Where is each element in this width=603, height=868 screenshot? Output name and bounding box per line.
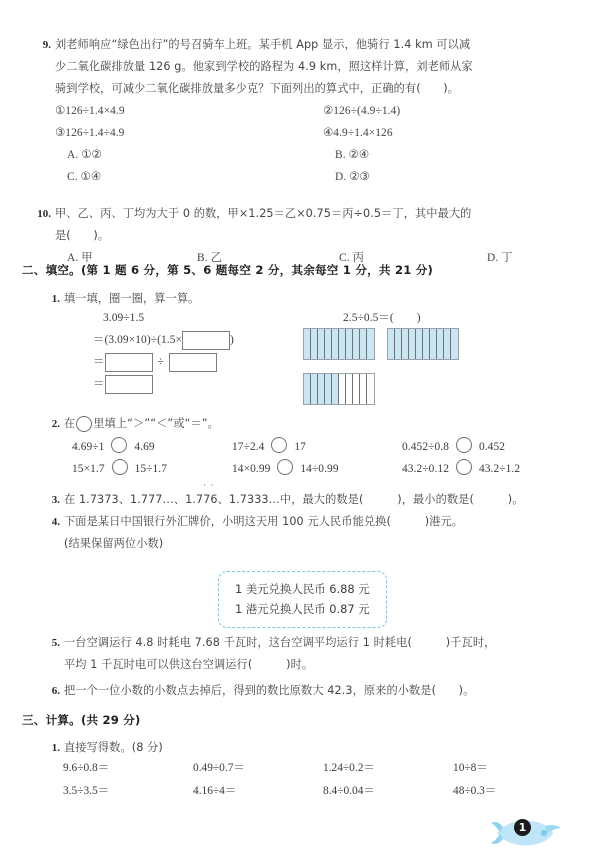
- s2q1-left-work: [93, 307, 234, 395]
- page-number: 1: [514, 819, 531, 836]
- s2q4-line-2: (结果保留两位小数): [64, 537, 164, 550]
- s3q1-calc-2[interactable]: 0.49÷0.7＝: [193, 762, 245, 774]
- s2q2-pair-4-right: 15÷1.7: [134, 463, 168, 475]
- s2q1-answer-box-4[interactable]: [105, 375, 153, 394]
- s3q1-calc-4[interactable]: 10÷8＝: [453, 762, 488, 774]
- s3q1-calculations: [63, 757, 563, 803]
- s2q2-pair-4-circle[interactable]: [112, 459, 128, 475]
- s3q1-calc-7[interactable]: 8.4÷0.04＝: [323, 785, 375, 797]
- question-9: [33, 34, 578, 188]
- question-9-choice-b[interactable]: B. ②④: [335, 149, 370, 161]
- s3q1-prompt: 直接写得数。(8 分): [64, 741, 163, 754]
- s2q3-part-2: 、1.7333…中，最大的数是( )，最小的数是( )。: [217, 493, 524, 506]
- section-3-heading: 三、计算。(共 29 分): [22, 713, 141, 727]
- s2q1-expr-1-suffix: ): [230, 334, 234, 346]
- s2q2-pair-5-circle[interactable]: [277, 459, 293, 475]
- question-9-choice-c[interactable]: C. ①④: [67, 171, 102, 183]
- page-number-badge: [489, 816, 563, 850]
- s2q1-expr-2-div: ÷: [157, 356, 164, 368]
- s2q2-prompt-circle: [76, 416, 92, 432]
- section-2-question-5: [42, 632, 587, 676]
- s2q1-expr-1-prefix: ＝(3.09×10)÷(1.5×: [93, 334, 183, 346]
- s2q1-expr-2-eq: ＝: [93, 356, 105, 368]
- question-10-line-1: 甲、乙、丙、丁均为大于 0 的数，甲×1.25＝乙×0.75＝丙÷0.5＝丁，其中最大的: [55, 207, 472, 220]
- question-9-option-2: ②126÷(4.9÷1.4): [323, 105, 401, 117]
- section-3-question-1: [42, 737, 587, 759]
- s2q2-pair-2-circle[interactable]: [271, 437, 287, 453]
- question-10-choice-a[interactable]: A. 甲: [67, 252, 93, 264]
- exchange-rate-line-1: 1 美元兑换人民币 6.88 元: [235, 582, 370, 596]
- grid-rectangle-1[interactable]: [303, 328, 375, 360]
- s2q1-answer-box-2[interactable]: [105, 353, 153, 372]
- question-10-choice-b[interactable]: B. 乙: [197, 252, 223, 264]
- s2q5-line-1: 一台空调运行 4.8 时耗电 7.68 千瓦时，这台空调平均运行 1 时耗电( )千瓦时，: [64, 636, 496, 649]
- question-9-line-2: 少二氧化碳排放量 126 g。他家到学校的路程为 4.9 km，照这样计算，刘老师从家: [55, 60, 473, 73]
- s2q2-pair-4-left: 15×1.7: [72, 463, 105, 475]
- s2q6-number: 6.: [51, 685, 60, 697]
- s3q1-calc-3[interactable]: 1.24÷0.2＝: [323, 762, 375, 774]
- section-2-question-2: [42, 413, 578, 435]
- s3q1-calc-8[interactable]: 48÷0.3＝: [453, 785, 497, 797]
- question-9-line-1: 刘老师响应“绿色出行”的号召骑车上班。某手机 App 显示，他骑行 1.4 km 可以减: [55, 38, 471, 51]
- s2q1-prompt: 填一填，圈一圈，算一算。: [64, 292, 200, 305]
- s2q2-pair-6-right: 43.2÷1.2: [478, 463, 521, 475]
- s2q2-pair-6-circle[interactable]: [456, 459, 472, 475]
- question-9-choice-a[interactable]: A. ①②: [67, 149, 102, 161]
- section-2-heading: 二、填空。(第 1 题 6 分，第 5、6 题每空 2 分，其余每空 1 分，共 21 分): [22, 263, 434, 277]
- grid-rectangle-2[interactable]: [387, 328, 459, 360]
- exchange-rate-line-2: 1 港元兑换人民币 0.87 元: [235, 602, 370, 616]
- question-10-choice-d[interactable]: D. 丁: [487, 252, 513, 264]
- s2q1-answer-box-3[interactable]: [169, 353, 217, 372]
- s2q2-pair-3-right: 0.452: [478, 441, 506, 453]
- s2q1-expr-0: 3.09÷1.5: [103, 312, 145, 324]
- s2q2-pair-5-left: 14×0.99: [232, 463, 271, 475]
- s2q1-answer-box-1[interactable]: [182, 331, 230, 350]
- s2q2-pair-1-circle[interactable]: [111, 437, 127, 453]
- s3q1-calc-5[interactable]: 3.5÷3.5＝: [63, 785, 110, 797]
- s2q1-right-visual: [343, 307, 421, 329]
- exchange-rate-box: [218, 571, 387, 628]
- s2q2-compare-row-1: [72, 436, 520, 480]
- s2q1-right-expr: 2.5÷0.5＝( ): [343, 312, 421, 324]
- question-9-option-3: ③126÷1.4÷4.9: [55, 127, 125, 139]
- s2q6-text: 把一个一位小数的小数点去掉后，得到的数比原数大 42.3，原来的小数是( )。: [64, 684, 475, 697]
- s2q2-pair-3-circle[interactable]: [456, 437, 472, 453]
- question-9-line-3: 骑到学校，可减少二氧化碳排放量多少克？下面列出的算式中，正确的有( )。: [55, 82, 459, 95]
- s2q2-prompt-a: 在: [64, 417, 76, 430]
- s2q2-pair-3-left: 0.452÷0.8: [402, 441, 450, 453]
- section-2-question-4: [42, 511, 587, 555]
- s2q3-repeating-decimal: [203, 481, 219, 511]
- s3q1-number: 1.: [51, 742, 60, 754]
- s2q5-number: 5.: [51, 637, 60, 649]
- s2q2-pair-1-left: 4.69÷1: [72, 441, 105, 453]
- s2q1-grid-row-2: [303, 373, 375, 405]
- repeat-dots-icon: ··: [203, 481, 219, 490]
- question-10: [29, 203, 578, 269]
- s3q1-calc-6[interactable]: 4.16÷4＝: [193, 785, 237, 797]
- grid-rectangle-3[interactable]: [303, 373, 375, 405]
- s2q2-pair-5-right: 14÷0.99: [300, 463, 339, 475]
- section-2-question-6: [42, 680, 587, 702]
- s2q1-expr-3-eq: ＝: [93, 378, 105, 390]
- s2q3-repeat-digits: 76: [203, 493, 218, 506]
- s2q3-part-1: 在 1.7373、1.777…、1.7: [64, 493, 204, 506]
- question-10-choice-c[interactable]: C. 丙: [339, 252, 365, 264]
- s2q2-pair-6-left: 43.2÷0.12: [402, 463, 450, 475]
- question-9-choice-d[interactable]: D. ②③: [335, 171, 370, 183]
- s3q1-calc-1[interactable]: 9.6÷0.8＝: [63, 762, 110, 774]
- question-9-option-1: ①126÷1.4×4.9: [55, 105, 125, 117]
- s2q1-number: 1.: [51, 293, 60, 305]
- s2q2-pair-2-left: 17÷2.4: [232, 441, 265, 453]
- s2q2-pair-1-right: 4.69: [134, 441, 155, 453]
- s2q5-line-2: 平均 1 千瓦时电可以供这台空调运行( )时。: [64, 658, 314, 671]
- question-9-number: 9.: [42, 39, 51, 51]
- s2q2-number: 2.: [51, 418, 60, 430]
- s2q1-grid-row-1: [303, 328, 459, 360]
- s2q2-prompt-b: 里填上“＞”“＜”或“＝”。: [93, 417, 219, 430]
- question-10-number: 10.: [37, 208, 51, 220]
- question-9-option-4: ④4.9÷1.4×126: [323, 127, 393, 139]
- s2q4-line-1: 下面是某日中国银行外汇牌价，小明这天用 100 元人民币能兑换( )港元。: [64, 515, 464, 528]
- s2q2-pair-2-right: 17: [294, 441, 306, 453]
- section-2-question-3: [42, 481, 587, 511]
- s2q3-number: 3.: [51, 494, 60, 506]
- s2q4-number: 4.: [51, 516, 60, 528]
- question-10-line-2: 是( )。: [55, 229, 110, 242]
